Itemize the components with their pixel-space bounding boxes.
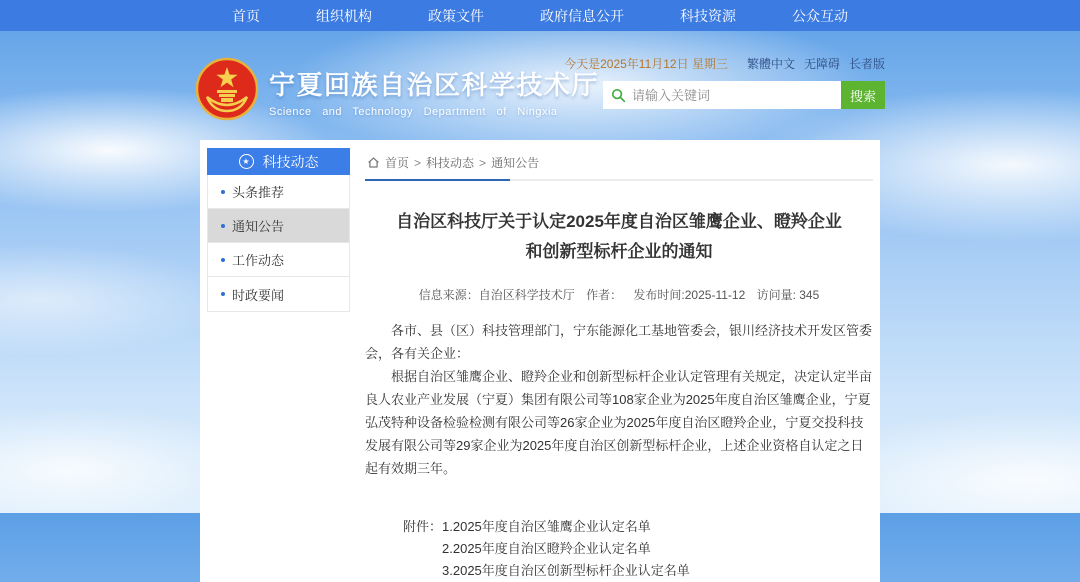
article-body — [365, 319, 873, 480]
article-title: 自治区科技厅关于认定2025年度自治区雏鹰企业、瞪羚企业和创新型标杆企业的通知 — [396, 212, 842, 261]
top-navigation — [0, 0, 1080, 31]
sidebar-title: 科技动态 — [262, 153, 319, 170]
search-bar — [603, 81, 885, 109]
meta-source: 信息来源：自治区科学技术厅 — [418, 287, 575, 302]
home-icon — [367, 156, 380, 169]
nav-item-home[interactable]: 首页 — [232, 7, 260, 24]
breadcrumb — [365, 148, 873, 179]
sidebar-item-label: 通知公告 — [232, 219, 285, 234]
nav-item-organization[interactable]: 组织机构 — [316, 7, 372, 24]
breadcrumb-divider-accent — [365, 179, 510, 181]
article-paragraph: 根据自治区雏鹰企业、瞪羚企业和创新型标杆企业认定管理有关规定，决定认定半亩良人农业产业发展（宁夏）集团有限公司等108家企业为2025年度自治区雏鹰企业，宁夏弘茂特种设备检验检测有限公司等26家企业为2025年度自治区瞪羚企业，宁夏交投科技发展有限公司等29家企业为2025年度自治区创新型标杆企业，上述企业资格自认定之日起有效期三年。 — [365, 368, 873, 476]
site-subtitle-english: Science and Technology Department of Ningxia — [269, 106, 558, 118]
meta-author: 作者： — [586, 287, 623, 302]
nav-item-policy[interactable]: 政策文件 — [428, 7, 484, 24]
national-emblem-logo — [195, 57, 259, 121]
main-wrapper — [200, 140, 880, 582]
article-paragraph: 各市、县（区）科技管理部门，宁东能源化工基地管委会，银川经济技术开发区管委会，各有关企业： — [365, 322, 873, 361]
sidebar-item-label: 工作动态 — [232, 253, 285, 268]
bullet-icon — [221, 258, 225, 262]
search-icon — [611, 88, 626, 103]
meta-visits: 访问量: 345 — [756, 287, 820, 302]
sidebar-item-work-updates[interactable] — [208, 243, 349, 277]
sidebar — [207, 148, 350, 582]
nav-item-resources[interactable]: 科技资源 — [680, 7, 736, 24]
breadcrumb-home[interactable]: 首页 — [385, 156, 410, 170]
link-senior-version[interactable]: 长者版 — [848, 57, 885, 71]
link-accessibility[interactable]: 无障碍 — [803, 57, 840, 71]
nav-item-gov-info[interactable]: 政府信息公开 — [540, 7, 624, 24]
attachment-item-1[interactable]: 1.2025年度自治区雏鹰企业认定名单 — [442, 518, 651, 534]
star-circle-icon: ★ — [239, 154, 254, 169]
search-input[interactable] — [632, 88, 833, 103]
sidebar-item-label: 头条推荐 — [232, 185, 285, 200]
search-button[interactable]: 搜索 — [841, 81, 885, 109]
breadcrumb-tech-news[interactable]: 科技动态 — [426, 156, 475, 170]
content-area — [365, 148, 873, 582]
sidebar-item-label: 时政要闻 — [232, 287, 285, 303]
attachments-label: 附件： — [403, 518, 443, 534]
breadcrumb-separator: > — [414, 155, 422, 170]
site-header — [0, 31, 1080, 140]
nav-item-interaction[interactable]: 公众互动 — [792, 7, 848, 24]
sidebar-item-current-politics[interactable] — [208, 277, 349, 311]
sidebar-header — [207, 148, 350, 175]
attachment-item-3[interactable]: 3.2025年度自治区创新型标杆企业认定名单 — [442, 562, 690, 578]
breadcrumb-divider — [365, 179, 873, 181]
sidebar-item-notices[interactable] — [208, 209, 349, 243]
attachments-section — [403, 516, 873, 582]
current-date: 今天是2025年11月12日 星期三 — [564, 57, 728, 71]
bullet-icon — [221, 190, 225, 194]
breadcrumb-separator: > — [479, 155, 487, 170]
breadcrumb-notices[interactable]: 通知公告 — [491, 156, 540, 170]
site-title: 宁夏回族自治区科学技术厅 — [269, 70, 600, 100]
meta-publish-time: 发布时间:2025-11-12 — [633, 287, 746, 302]
attachment-item-2[interactable]: 2.2025年度自治区瞪羚企业认定名单 — [442, 540, 651, 556]
article-meta — [365, 286, 873, 303]
bullet-icon — [221, 292, 225, 296]
sidebar-item-headlines[interactable] — [208, 175, 349, 209]
bullet-icon — [221, 224, 225, 228]
link-traditional-chinese[interactable]: 繁體中文 — [746, 57, 795, 71]
